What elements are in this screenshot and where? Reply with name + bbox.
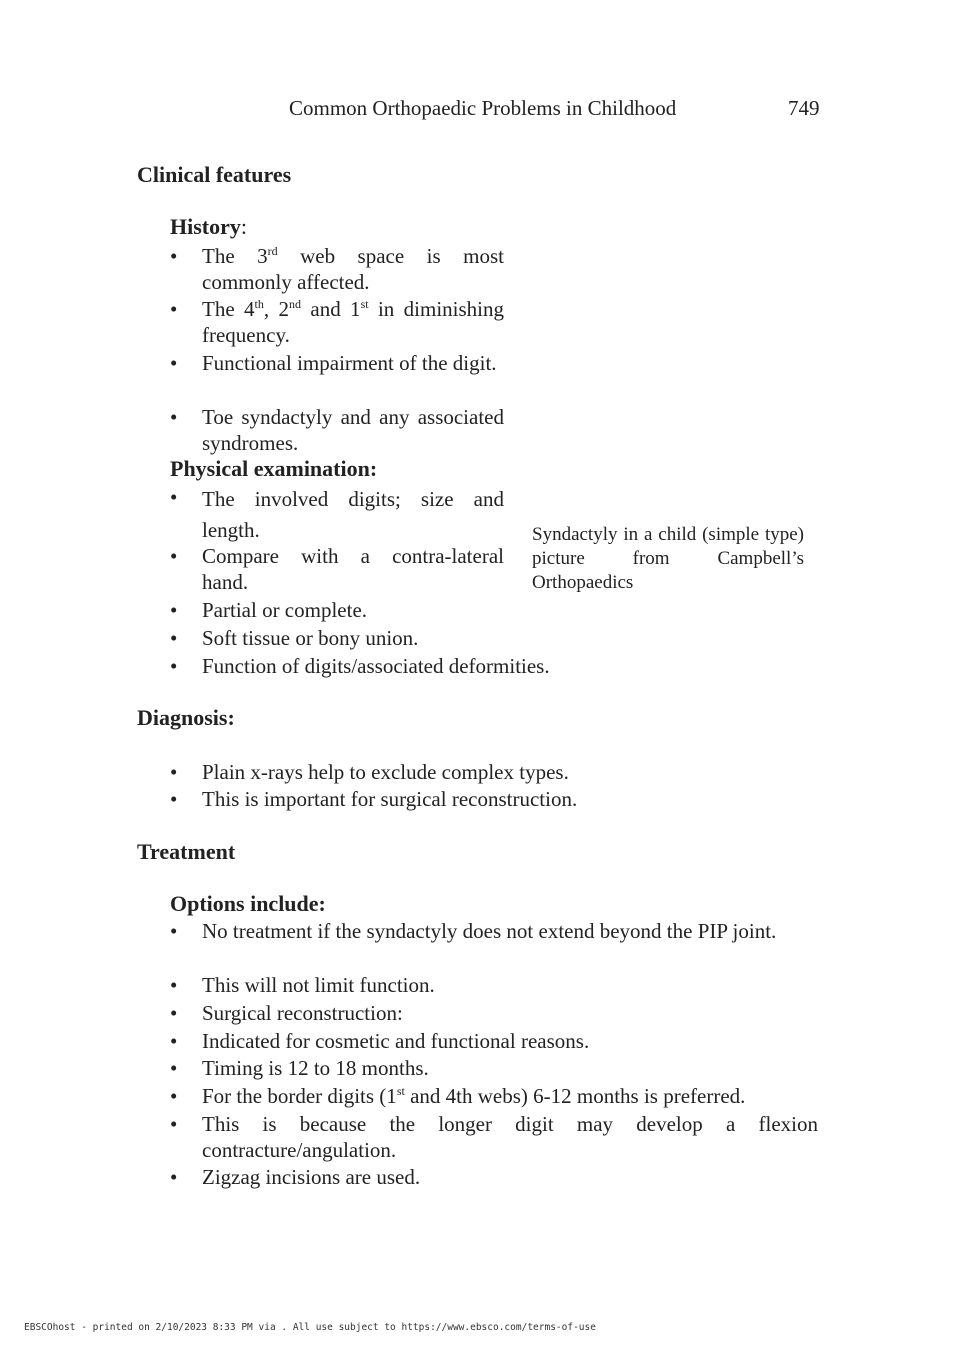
bullet: • — [170, 351, 178, 375]
bullet: • — [170, 919, 178, 943]
bullet: • — [170, 544, 178, 568]
bullet: • — [170, 760, 178, 784]
running-title: Common Orthopaedic Problems in Childhood — [289, 96, 677, 120]
bullet: • — [170, 297, 178, 321]
bullet: • — [170, 1001, 178, 1025]
treatment-item-8: Zigzag incisions are used. — [202, 1165, 421, 1189]
bullet: • — [170, 485, 178, 509]
treatment-item-2: This will not limit function. — [202, 973, 435, 997]
section-heading-treatment: Treatment — [137, 839, 236, 864]
diagnosis-item-2: This is important for surgical reconstruction. — [202, 787, 578, 811]
bullet: • — [170, 244, 178, 268]
history-item-2: The 4th, 2nd and 1st in diminishing frequency. — [202, 297, 504, 347]
bullet: • — [170, 405, 178, 429]
figure-caption: Syndactyly in a child (simple type) picture from Campbell’s Orthopaedics — [532, 524, 804, 593]
exam-item-2: Compare with a contra-lateral hand. — [202, 544, 504, 594]
treatment-item-3: Surgical reconstruction: — [202, 1001, 403, 1025]
history-item-1: The 3rd web space is most commonly affected. — [202, 244, 504, 294]
treatment-item-1: No treatment if the syndactyly does not extend beyond the PIP joint. — [202, 919, 777, 943]
subheading-history: History: — [170, 214, 248, 239]
subheading-physical-examination: Physical examination: — [170, 456, 378, 481]
history-item-4: Toe syndactyly and any associated syndromes. — [202, 405, 504, 455]
bullet: • — [170, 973, 178, 997]
bullet: • — [170, 1084, 178, 1108]
section-heading-clinical-features: Clinical features — [137, 162, 292, 187]
page-number: 749 — [788, 96, 820, 120]
bullet: • — [170, 787, 178, 811]
bullet: • — [170, 1165, 178, 1189]
subheading-options-include: Options include: — [170, 891, 326, 916]
treatment-item-4: Indicated for cosmetic and functional reasons. — [202, 1029, 590, 1053]
bullet: • — [170, 1112, 178, 1136]
treatment-item-6: For the border digits (1st and 4th webs) 6-12 months is preferred. — [202, 1084, 746, 1108]
exam-item-3: Partial or complete. — [202, 598, 368, 622]
section-heading-diagnosis: Diagnosis: — [137, 705, 235, 730]
exam-item-5: Function of digits/associated deformities. — [202, 654, 550, 678]
bullet: • — [170, 1056, 178, 1080]
exam-item-1: The involved digits; size and length. — [202, 487, 504, 542]
treatment-item-5: Timing is 12 to 18 months. — [202, 1056, 429, 1080]
bullet: • — [170, 626, 178, 650]
treatment-item-7: This is because the longer digit may develop a flexion contracture/angulation. — [202, 1112, 818, 1162]
bullet: • — [170, 1029, 178, 1053]
bullet: • — [170, 654, 178, 678]
history-item-3: Functional impairment of the digit. — [202, 351, 497, 375]
bullet: • — [170, 598, 178, 622]
exam-item-4: Soft tissue or bony union. — [202, 626, 419, 650]
diagnosis-item-1: Plain x-rays help to exclude complex types. — [202, 760, 569, 784]
ebsco-footer: EBSCOhost - printed on 2/10/2023 8:33 PM via . All use subject to https://www.ebsco.com/terms-of-use — [24, 1322, 596, 1333]
